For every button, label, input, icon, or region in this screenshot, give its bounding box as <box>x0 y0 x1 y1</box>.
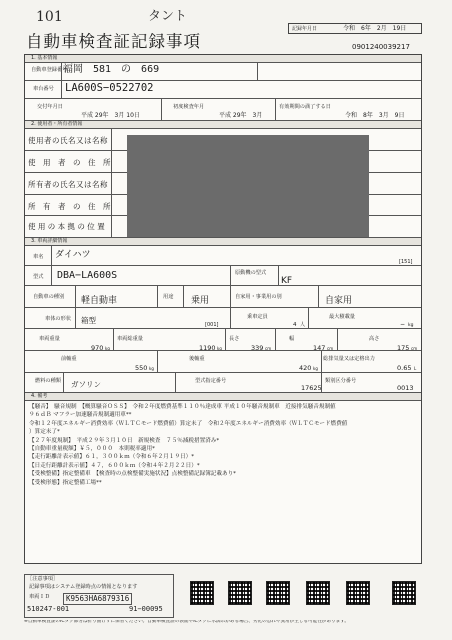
max-load-unit: kg <box>408 323 414 328</box>
note-line: 【２７年度規制】 平成２９年３月１０日 新規検査 ７５％減税措置済み* <box>29 437 220 444</box>
width-value: 147 <box>313 344 326 352</box>
note-line: 【騒音】 騒音規制 【概算騒音ＯＳＳ】 令和２年度燃費基準１１０％達成車 平成１０年騒音規制車 近接排気騒音規制値 <box>29 404 336 410</box>
length-value: 339 <box>251 344 264 352</box>
make-value: ダイハツ <box>55 250 91 260</box>
chassis-label: 車台番号 <box>33 86 54 92</box>
base-location-label: 使 用 の 本 拠 の 位 置 <box>28 222 105 231</box>
footer-note: ※自動車検査証のICタグ部分は折り曲げずに保管ください。自動車検査証の表面やICタグに水濡れがある場合、劣化の恐れや異常が生じる可能性があります。 <box>24 620 349 624</box>
note-line: ９６ｄＢ マフラー加速騒音規制適用車** <box>29 412 132 419</box>
issue-date-field-label: 交付年月日 <box>37 104 63 110</box>
footer-box <box>24 574 174 618</box>
length-unit: cm <box>265 346 272 351</box>
type-number-value: 17625 <box>301 384 322 392</box>
footer-title: ［注意事項］ <box>27 576 59 582</box>
height-unit: cm <box>411 346 418 351</box>
user-address-label: 使 用 者 の 住 所 <box>28 158 111 167</box>
width-unit: cm <box>327 346 334 351</box>
note-line: 【受検形態】指定整備工場** <box>29 479 102 486</box>
redacted-owner-info <box>127 135 369 237</box>
capacity-unit: 人 <box>300 322 306 328</box>
weight-value: 970 <box>91 344 104 352</box>
note-line: 【日走行距離計表示値】４７，６００ｋｍ（令和４年２月２２日）* <box>29 462 200 469</box>
weight-label: 車両重量 <box>39 336 60 342</box>
owner-name-label: 所有者の氏名又は名称 <box>28 180 108 189</box>
record-sheet <box>24 54 422 564</box>
front-axle-label: 前軸重 <box>61 356 77 362</box>
issue-date-label: 記録年月日 <box>292 25 318 32</box>
first-reg-label: 初度検査年月 <box>173 104 205 110</box>
gross-weight-unit: kg <box>217 346 222 351</box>
height-value: 175 <box>397 344 410 352</box>
max-load-value: − <box>400 321 406 328</box>
note-line: 【自動車重量税額】￥５，０００ 本則税率適用* <box>29 446 155 453</box>
rear-axle-value: 420 <box>299 364 312 372</box>
qr-code-1 <box>190 581 214 605</box>
fuel-value: ガソリン <box>71 380 101 389</box>
qr-code-6 <box>392 581 416 605</box>
engine-label: 原動機の型式 <box>235 270 267 276</box>
document-number: 0901240039217 <box>352 43 410 51</box>
max-load-label: 最大積載量 <box>329 314 355 320</box>
height-label: 高さ <box>369 336 380 342</box>
issue-date-box <box>288 23 422 34</box>
type-number-label: 型式指定番号 <box>195 378 227 384</box>
user-name-label: 使用者の氏名又は名称 <box>28 136 108 145</box>
expiry-label: 有効期間の満了する日 <box>279 104 331 110</box>
capacity-value: 4 <box>293 322 297 328</box>
gross-weight-value: 1190 <box>199 344 216 352</box>
qr-code-5 <box>346 581 370 605</box>
shape-code: [001] <box>205 322 219 328</box>
engine-value: KF <box>281 276 293 286</box>
reg-number-label: 自動車登録番号 <box>31 67 68 73</box>
front-axle-unit: kg <box>149 366 154 371</box>
chassis-value: LA600S−0522702 <box>65 82 154 94</box>
first-reg-value: 平成 29年 3月 <box>219 112 263 119</box>
displacement-value: 0.65 <box>397 364 412 372</box>
kind-value: 軽自動車 <box>81 296 118 306</box>
rear-axle-label: 後軸重 <box>189 356 205 362</box>
section-vehicle-header: 3. 車両詳細情報 <box>25 238 421 245</box>
use-label: 用途 <box>163 294 174 300</box>
vehicle-id-label: 車両ＩＤ <box>29 594 50 600</box>
shape-value: 箱型 <box>81 316 96 325</box>
vehicle-id-value: K9563HA6879316 <box>63 593 132 605</box>
note-line: 令和１２年度エネルギー消費効率（ＷＬＴＣモード燃費値）算定未了 令和２年度エネルギー消費効率（ＷＬＴＣモード燃費値 <box>29 420 348 427</box>
reg-number-value: 福岡 581 の 669 <box>63 64 160 75</box>
section-notes-header: 4. 備考 <box>25 393 421 400</box>
front-axle-value: 550 <box>135 364 148 372</box>
owner-address-label: 所 有 者 の 住 所 <box>28 202 111 211</box>
qr-code-4 <box>306 581 330 605</box>
model-value: DBA−LA600S <box>57 270 118 281</box>
model-label: 型式 <box>33 274 44 280</box>
footer-line: 記録事項はシステム登録時点の情報となります <box>29 584 138 590</box>
shape-label: 車体の形状 <box>45 316 71 322</box>
weight-unit: kg <box>105 346 110 351</box>
note-line: 【受検整備】指定整備車 【検査時の点検整備実施状況】点検整備記録簿記載あり* <box>29 471 236 478</box>
private-value: 自家用 <box>325 296 353 306</box>
fuel-label: 燃料の種類 <box>35 378 61 384</box>
expiry-value: 令和 8年 3月 9日 <box>345 112 405 119</box>
class-number-value: 0013 <box>397 384 414 392</box>
width-label: 幅 <box>289 336 295 342</box>
capacity-label: 乗車定員 <box>247 314 268 320</box>
section-basic-header: 1. 基本情報 <box>25 55 421 62</box>
class-number-label: 類別区分番号 <box>325 378 357 384</box>
issue-date-value: 令和 6年 2月 19日 <box>343 25 407 32</box>
note-line: 【走行距離計表示値】６１，３００ｋｍ（令和６年２月１９日）* <box>29 454 195 461</box>
note-line: ）算定未了* <box>29 429 60 436</box>
gross-weight-label: 車両総重量 <box>117 336 143 342</box>
qr-code-3 <box>266 581 290 605</box>
displacement-unit: L <box>414 366 417 371</box>
make-code: [151] <box>399 259 413 265</box>
use-value: 乗用 <box>191 296 210 306</box>
footer-code-2: 91−00095 <box>129 605 163 613</box>
handwritten-model: タント <box>148 9 188 24</box>
qr-code-2 <box>228 581 252 605</box>
kind-label: 自動車の種別 <box>33 294 65 300</box>
page-title: 自動車検査証記録事項 <box>26 32 201 51</box>
issue-date-field-value: 平成 29年 3月 10日 <box>81 112 140 119</box>
handwritten-number: 101 <box>36 9 63 25</box>
displacement-label: 総排気量又は定格出力 <box>323 356 375 362</box>
length-label: 長さ <box>229 336 240 342</box>
rear-axle-unit: kg <box>313 366 318 371</box>
notes-list <box>29 403 419 523</box>
private-label: 自家用・事業用の別 <box>235 294 282 300</box>
footer-code-1: 510247-001 <box>27 605 70 613</box>
section-user-header: 2. 使用者・所有者情報 <box>25 121 421 128</box>
make-label: 車名 <box>33 254 44 260</box>
